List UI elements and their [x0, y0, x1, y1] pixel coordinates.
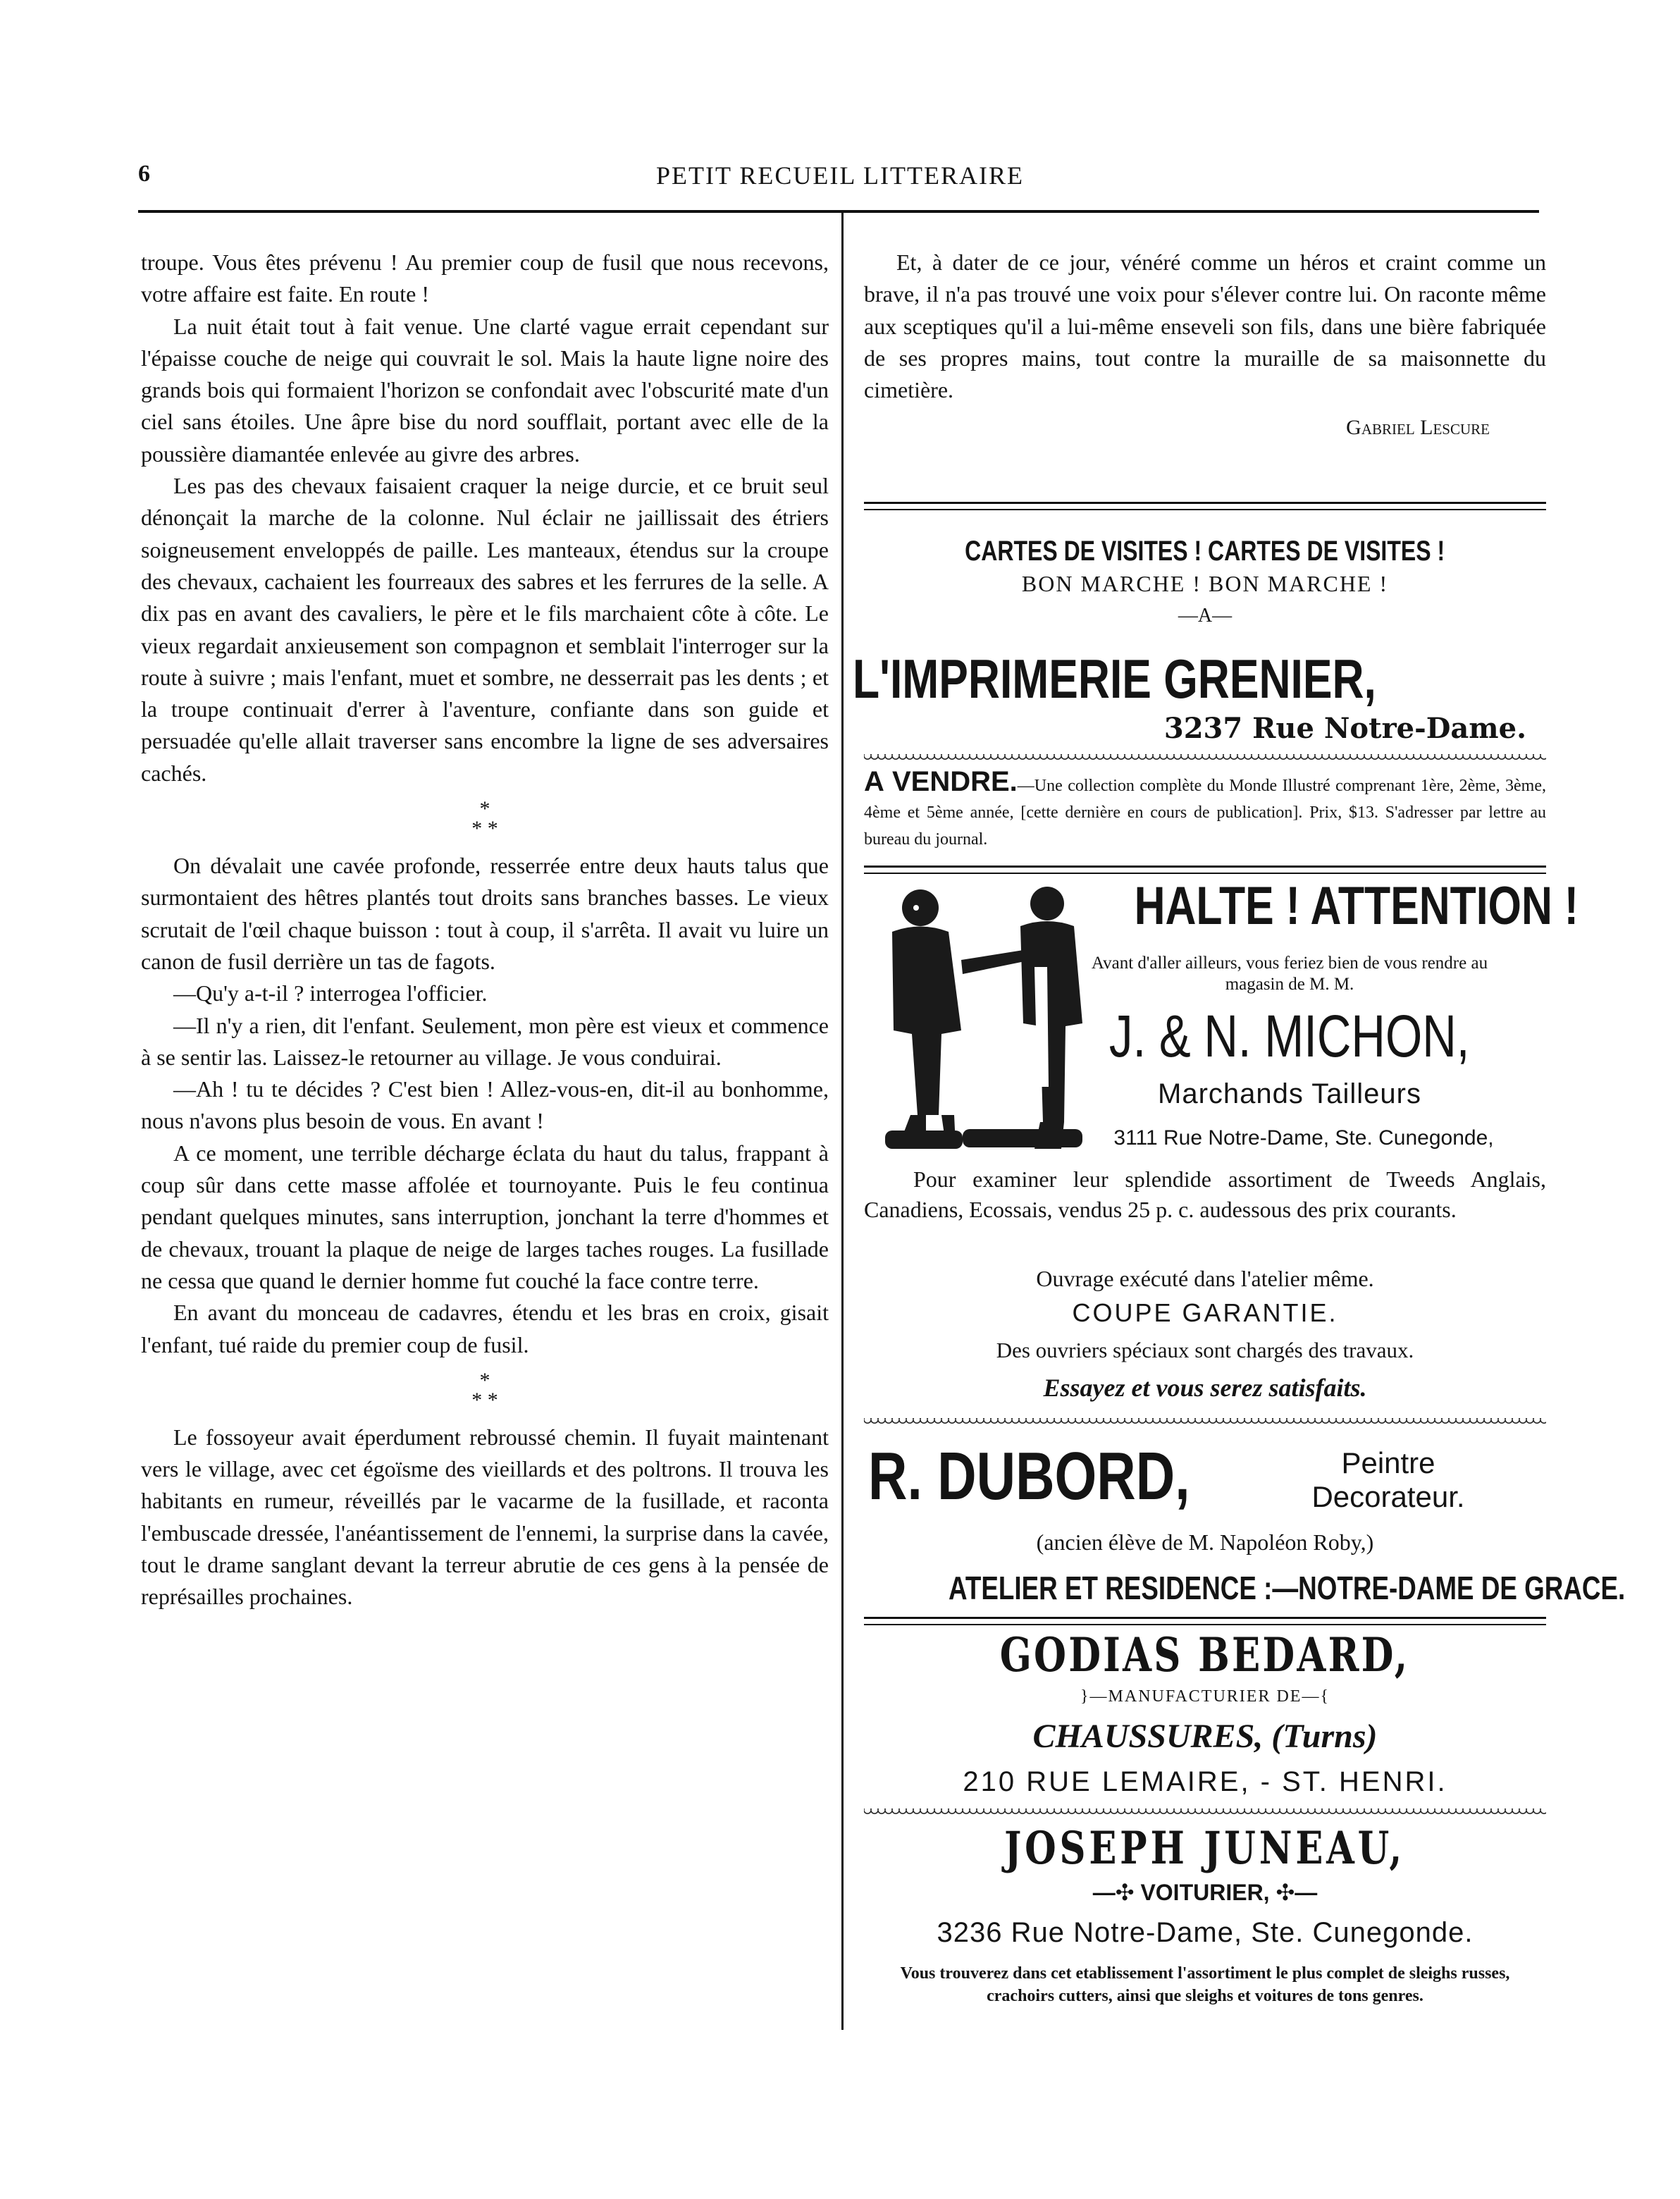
paragraph: —Qu'y a-t-il ? interrogea l'officier. [173, 980, 488, 1006]
ad-a-vendre-text: —Une collection complète du Monde Illustré comprenant 1ère, 2ème, 3ème, 4ème et 5ème année, [cette dernière en cours de publication]. Prix, $13. S'adresser par lettre au bureau du journal. [864, 777, 1547, 849]
ad-grenier-name: L'IMPRIMERIE GRENIER, [853, 648, 1376, 710]
paragraph: La nuit était tout à fait venue. Une clarté vague errait cependant sur l'épaisse couche de neige qui couvrait le sol. Mais la haute ligne noire des grands bois qui formaient l'horizon se confondait avec l'obscurité mate d'un ciel sans étoiles. Une âpre bise du nord soufflait, portant avec elle de la poussière diamantée enlevée au givre des arbres. [141, 313, 829, 467]
ad-juneau-name: JOSEPH JUNEAU, [1004, 1822, 1406, 1875]
ad-grenier-address: 3237 Rue Notre-Dame. [1163, 712, 1526, 745]
ad-michon-intro: Avant d'aller ailleurs, vous feriez bien de vous rendre au magasin de M. M. [1091, 954, 1488, 994]
ad-dubord-trade-1: Peintre [1341, 1446, 1435, 1479]
paragraph: Les pas des chevaux faisaient craquer la neige durcie, et ce bruit seul dénonçait la marche de la colonne. Nul éclair ne jaillissait des étriers soigneusement enveloppés de paille. Les manteaux, étendus sur la croupe des chevaux, cachaient les fourreaux des sabres et les ferrures de la selle. A dix pas en avant des cavaliers, le père et le fils marchaient côte à côte. Le vieux regardait anxieusement son compagnon et semblait l'interroger sur la route à suivre ; mais l'enfant, muet et sombre, ne desserrait pas les dents ; et la troupe continuait d'errer à l'aventure, confiante dans son guide et persuadée qu'elle allait traverser sans encombre la ligne de ses adversaires cachés. [141, 473, 829, 786]
left-column [141, 247, 829, 1613]
paragraph: Et, à dater de ce jour, vénéré comme un héros et craint comme un brave, il n'a pas trouvé une voix pour s'élever contre lui. On raconte même aux sceptiques qu'il a lui-même enseveli son fils, dans une bière fabriquée de ses propres mains, tout contre la muraille de sa maisonnette du cimetière. [864, 250, 1546, 403]
ad-michon-ouvriers: Des ouvriers spéciaux sont chargés des travaux. [996, 1338, 1414, 1362]
ad-michon-headline: HALTE ! ATTENTION ! [1134, 876, 1579, 936]
story-ending [864, 247, 1546, 444]
separator-star: * [479, 797, 490, 821]
separator-stars: * * [471, 1388, 498, 1412]
running-title: PETIT RECUEIL LITTERAIRE [656, 161, 1024, 190]
ad-bon-marche: BON MARCHE ! BON MARCHE ! [1021, 571, 1389, 596]
ad-a-line: —A— [1178, 605, 1233, 627]
ad-a-vendre-lead: A VENDRE. [864, 766, 1018, 797]
separator-stars: * * [471, 817, 498, 841]
paragraph: troupe. Vous êtes prévenu ! Au premier coup de fusil que nous recevons, votre affaire est faite. En route ! [141, 250, 829, 307]
author-signature: Gabriel Lescure [1346, 416, 1490, 440]
ad-dubord-note: (ancien élève de M. Napoléon Roby,) [1036, 1529, 1374, 1555]
ad-michon-trade: Marchands Tailleurs [1158, 1078, 1421, 1109]
page-number: 6 [138, 161, 150, 187]
paragraph: —Ah ! tu te décides ? C'est bien ! Allez-vous-en, dit-il au bonhomme, nous n'avons plus besoin de vous. En avant ! [141, 1076, 829, 1134]
separator-star: * [479, 1368, 490, 1392]
double-rule [864, 1617, 1546, 1625]
section-separator [141, 1368, 829, 1412]
paragraph: —Il n'y a rien, dit l'enfant. Seulement, mon père est vieux et commence à se sentir las. Laissez-le retourner au village. Je vous conduirai. [141, 1012, 829, 1070]
double-rule [864, 502, 1546, 510]
ad-michon-atelier: Ouvrage exécuté dans l'atelier même. [1036, 1266, 1374, 1291]
ad-michon-coupe: COUPE GARANTIE. [1072, 1298, 1338, 1327]
ad-dubord-trade [1240, 1446, 1536, 1514]
header-rule [138, 210, 1539, 213]
ad-juneau-trade: —✣ VOITURIER, ✣— [1092, 1880, 1318, 1905]
ad-bedard-trade: }—MANUFACTURIER DE—{ [1080, 1687, 1330, 1706]
ad-michon-name: J. & N. MICHON, [1109, 1003, 1470, 1069]
wavy-rule [864, 1418, 1546, 1425]
ad-bedard-product: CHAUSSURES, (Turns) [1032, 1718, 1378, 1755]
ad-cartes-heading: CARTES DE VISITES ! CARTES DE VISITES ! [965, 536, 1445, 567]
ad-bedard-name: GODIAS BEDARD, [1000, 1627, 1410, 1682]
section-separator [141, 799, 829, 839]
ad-juneau-address: 3236 Rue Notre-Dame, Ste. Cunegonde. [937, 1917, 1474, 1948]
ad-michon-body: Pour examiner leur splendide assortiment de Tweeds Anglais, Canadiens, Ecossais, vendus 25 p. c. audessous des prix courants. [864, 1166, 1546, 1222]
ad-michon-address: 3111 Rue Notre-Dame, Ste. Cunegonde, [1113, 1126, 1494, 1150]
ad-bedard-address: 210 RUE LEMAIRE, - ST. HENRI. [963, 1766, 1447, 1797]
ad-juneau-body: Vous trouverez dans cet etablissement l'assortiment le plus complet de sleighs russes, crachoirs cutters, ainsi que sleighs et voitures de tons genres. [900, 1964, 1510, 2005]
ad-a-vendre [864, 768, 1546, 853]
paragraph: En avant du monceau de cadavres, étendu et les bras en croix, gisait l'enfant, tué raide du premier coup de fusil. [141, 1300, 829, 1357]
ad-dubord-name: R. DUBORD, [868, 1439, 1190, 1514]
wavy-rule [864, 754, 1546, 761]
wavy-rule [864, 1809, 1546, 1816]
ad-dubord-atelier: ATELIER ET RESIDENCE :—NOTRE-DAME DE GRACE. [949, 1570, 1626, 1606]
ad-michon-slogan: Essayez et vous serez satisfaits. [1043, 1374, 1367, 1402]
paragraph: Le fossoyeur avait éperdument rebroussé chemin. Il fuyait maintenant vers le village, avec cet égoïsme des vieillards et des poltrons. Il trouva les habitants en rumeur, réveillés par le vacarme de la fusillade, et raconta l'embuscade dressée, l'anéantissement de l'ennemi, la surprise dans la cavée, tout le drame sanglant devant la terreur abrutie de ces gens à la pensée de représailles prochaines. [141, 1424, 829, 1610]
ad-dubord-trade-2: Decorateur. [1311, 1480, 1465, 1513]
paragraph: A ce moment, une terrible décharge éclata du haut du talus, frappant à coup sûr dans cette masse affolée et tournoyante. Puis le feu continua pendant quelques minutes, sans interruption, jonchant la terre d'hommes et de chevaux, trouant la plaque de neige de larges taches rouges. La fusillade ne cessa que quand le dernier homme fut couché la face contre terre. [141, 1140, 829, 1293]
double-rule [864, 866, 1546, 874]
paragraph: On dévalait une cavée profonde, resserrée entre deux hauts talus que surmontaient des hêtres plantés tout droits sans branches basses. Le vieux scrutait de l'œil chaque buisson : tout à coup, il s'arrêta. Il avait vu luire un canon de fusil derrière un tas de fagots. [141, 853, 829, 974]
column-divider [841, 211, 844, 2030]
